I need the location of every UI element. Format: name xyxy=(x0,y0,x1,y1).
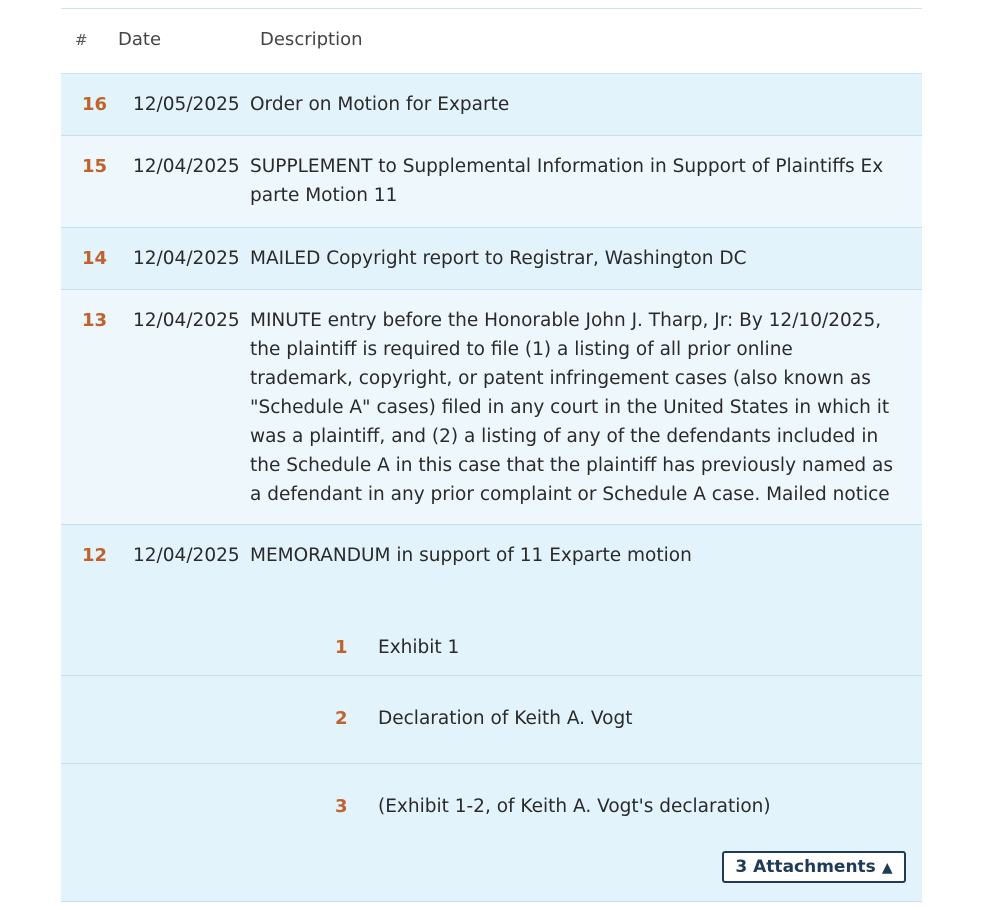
entry-description: Order on Motion for Exparte xyxy=(250,94,510,115)
entry-number-link[interactable]: 15 xyxy=(82,156,108,177)
entry-date: 12/05/2025 xyxy=(133,94,240,115)
entry-date: 12/04/2025 xyxy=(133,156,240,177)
entry-number-link[interactable]: 14 xyxy=(82,248,108,269)
entry-description: MINUTE entry before the Honorable John J. Tharp, Jr: By 12/10/2025, the plaintiff is required to file (1) a listing of all prior online trademark, copyright, or patent infringement cases (also known as "Schedule A" cases) filed in any court in the United States in which it was a plaintiff, and (2) a listing of any of the defendants included in the Schedule A in this case that the plaintiff has previously named as a defendant in any prior complaint or Schedule A case. Mailed notice xyxy=(250,310,893,505)
attachment-number-link[interactable]: 1 xyxy=(335,637,348,658)
docket-entry-13 xyxy=(61,290,922,525)
entry-description: MEMORANDUM in support of 11 Exparte motion xyxy=(250,545,692,566)
attachments-button-label: 3 Attachments xyxy=(735,857,876,877)
entry-date: 12/04/2025 xyxy=(133,545,240,566)
attachment-row xyxy=(61,585,922,676)
header-description: Description xyxy=(260,29,363,50)
entry-date: 12/04/2025 xyxy=(133,248,240,269)
attachment-row xyxy=(61,676,922,764)
docket-entry-12 xyxy=(61,525,922,902)
attachment-row xyxy=(61,764,922,901)
docket-entry-12-main xyxy=(61,525,922,585)
attachment-description: Exhibit 1 xyxy=(378,637,460,658)
table-header xyxy=(61,9,922,74)
entry-description: SUPPLEMENT to Supplemental Information in Support of Plaintiffs Ex parte Motion 11 xyxy=(250,156,884,206)
attachment-description: Declaration of Keith A. Vogt xyxy=(378,708,633,729)
attachment-description: (Exhibit 1-2, of Keith A. Vogt's declaration) xyxy=(378,796,771,817)
entry-number-link[interactable]: 13 xyxy=(82,310,108,331)
attachments-toggle-button[interactable] xyxy=(722,851,906,883)
docket-entry-15 xyxy=(61,136,922,228)
entry-description: MAILED Copyright report to Registrar, Washington DC xyxy=(250,248,747,269)
attachment-number-link[interactable]: 2 xyxy=(335,708,348,729)
attachment-number-link[interactable]: 3 xyxy=(335,796,348,817)
docket-entry-16 xyxy=(61,74,922,136)
entry-date: 12/04/2025 xyxy=(133,310,240,331)
triangle-up-icon: ▲ xyxy=(881,860,893,876)
entry-number-link[interactable]: 16 xyxy=(82,94,108,115)
header-number: # xyxy=(75,31,88,49)
header-date: Date xyxy=(118,29,162,50)
entry-number-link[interactable]: 12 xyxy=(82,545,108,566)
docket-table xyxy=(61,8,922,902)
docket-entry-14 xyxy=(61,228,922,290)
